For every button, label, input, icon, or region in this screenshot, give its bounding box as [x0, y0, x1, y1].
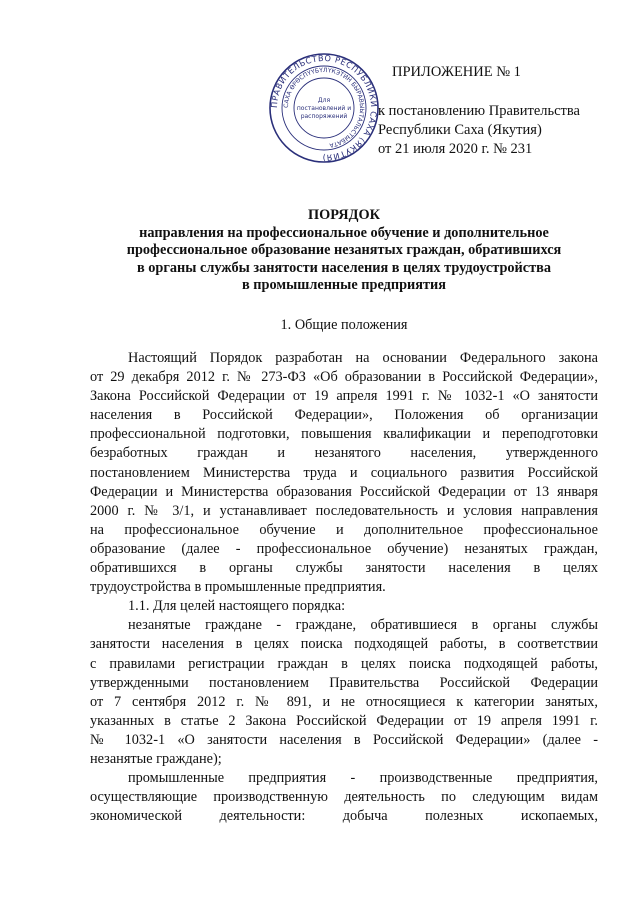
text-line: от 29 декабря 2012 г. № 273-ФЗ «Об образовании в Российской Федерации»,: [90, 369, 598, 386]
appendix-label: ПРИЛОЖЕНИЕ № 1: [392, 64, 521, 80]
paragraph: [90, 769, 598, 826]
text-line: занятости населения в целях поиска подходящей работы, в соответствии: [90, 636, 598, 653]
text-line: населения в Российской Федерации», Положения об организации: [90, 407, 598, 424]
title-line: профессиональное образование незанятых граждан, обратившихся: [126, 242, 562, 258]
svg-text:постановлений и: постановлений и: [296, 105, 352, 112]
body-text: [90, 349, 598, 826]
title-line: в промышленные предприятия: [242, 277, 446, 293]
text-line: постановлением Министерства труда и социального развития Российской: [90, 464, 598, 481]
official-stamp: [268, 52, 380, 164]
text-line: осуществляющие производственную деятельность по следующим видам: [90, 789, 598, 806]
header-line-1: к постановлению Правительства: [378, 103, 580, 119]
document-title: [90, 207, 598, 295]
text-line: Федерации и Министерства образования Российской Федерации от 13 января: [90, 483, 598, 500]
text-line: № 1032-1 «О занятости населения в Российской Федерации» (далее -: [90, 731, 598, 748]
stamp-seal-graphic: [268, 52, 380, 164]
paragraph: [90, 616, 598, 769]
svg-text:САХА ӨРӨСПҮҮБҮЛҮКЭТИН БЫРАВЫЫТ: САХА ӨРӨСПҮҮБҮЛҮКЭТИН БЫРАВЫЫТАЛЬСТЫБАТА: [282, 66, 366, 149]
text-line: образование (далее - профессиональное обучение) незанятых граждан,: [90, 540, 598, 557]
header-line-2: Республики Саха (Якутия): [378, 122, 542, 138]
svg-text:распоряжений: распоряжений: [300, 113, 348, 120]
text-line: обратившихся в органы службы занятости населения в целях: [90, 560, 598, 577]
text-line: безработных граждан и незанятого населения, утвержденного: [90, 445, 598, 462]
text-line: незанятые граждане);: [90, 750, 222, 767]
text-line: трудоустройства в промышленные предприятия.: [90, 579, 386, 596]
text-line: указанных в статье 2 Закона Российской Федерации от 19 апреля 1991 г.: [90, 712, 598, 729]
svg-text:Для: Для: [317, 97, 331, 104]
title-line: направления на профессиональное обучение и дополнительное: [139, 224, 549, 241]
text-line: профессиональной подготовки, повышения квалификации и переподготовки: [90, 426, 598, 443]
text-line: 2000 г. № 3/1, и устанавливает последовательность и условия направления: [90, 502, 598, 519]
section-heading: 1. Общие положения: [280, 317, 408, 333]
text-line: на профессиональное обучение и дополнительное профессиональное: [90, 521, 598, 538]
text-line: утвержденными постановлением Правительства Российской Федерации: [90, 674, 598, 691]
text-line: Закона Российской Федерации от 19 апреля 1991 г. № 1032-1 «О занятости: [90, 388, 598, 405]
text-line: экономической деятельности: добыча полезных ископаемых,: [90, 808, 598, 825]
text-line: незанятые граждане - граждане, обратившиеся в органы службы: [128, 617, 598, 634]
text-line: Настоящий Порядок разработан на основании Федерального закона: [128, 350, 598, 366]
text-line: от 7 сентября 2012 г. № 891, и не относящиеся к категории занятых,: [90, 693, 598, 710]
paragraph: 1.1. Для целей настоящего порядка:: [128, 598, 346, 615]
title-line: ПОРЯДОК: [308, 207, 380, 223]
title-line: в органы службы занятости населения в целях трудоустройства: [136, 259, 552, 276]
paragraph: [90, 349, 598, 597]
text-line: с правилами регистрации граждан в целях поиска подходящей работы,: [90, 655, 598, 672]
svg-text:ПРАВИТЕЛЬСТВО РЕСПУБЛИКИ САХА: ПРАВИТЕЛЬСТВО РЕСПУБЛИКИ САХА (ЯКУТИЯ): [268, 52, 380, 164]
text-line: промышленные предприятия - производственные предприятия,: [128, 770, 598, 787]
header-line-3: от 21 июля 2020 г. № 231: [378, 141, 533, 157]
